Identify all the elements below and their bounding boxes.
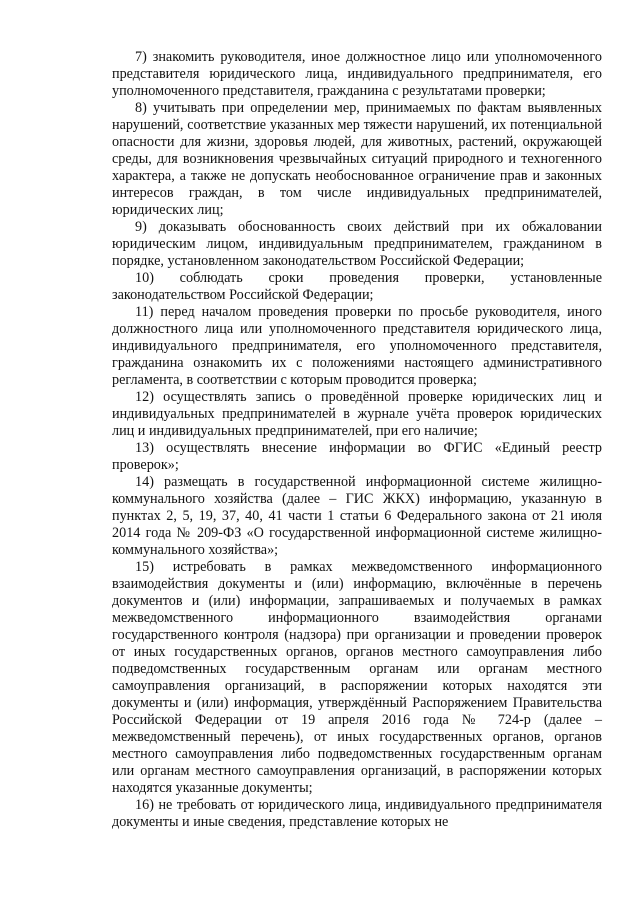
paragraph-14: 14) размещать в государственной информационной системе жилищно-коммунального хозяйства (далее – ГИС ЖКХ) информацию, указанную в пунктах 2, 5, 19, 37, 40, 41 части 1 статьи 6 Федерального закона от 21 июля 2014 года № 209-ФЗ «О государственной информационной системе жилищно-коммунального хозяйства»; [112, 474, 602, 558]
paragraph-11: 11) перед началом проведения проверки по просьбе руководителя, иного должностного лица или уполномоченного представителя юридического лица, индивидуального предпринимателя, его уполномоченного представителя, гражданина ознакомить их с положениями настоящего административного регламента, в соответствии с которым проводится проверка; [112, 304, 602, 388]
paragraph-12: 12) осуществлять запись о проведённой проверке юридических лиц и индивидуальных предпринимателей в журнале учёта проверок юридических лиц и индивидуальных предпринимателей, при его наличие; [112, 389, 602, 439]
paragraph-7: 7) знакомить руководителя, иное должностное лицо или уполномоченного представителя юридического лица, индивидуального предпринимателя, его уполномоченного представителя, гражданина с результатами проверки; [112, 49, 602, 99]
paragraph-9: 9) доказывать обоснованность своих действий при их обжаловании юридическим лицом, индивидуальным предпринимателем, гражданином в порядке, установленном законодательством Российской Федерации; [112, 219, 602, 269]
paragraph-16: 16) не требовать от юридического лица, индивидуального предпринимателя документы и иные сведения, представление которых не [112, 797, 602, 830]
paragraph-15: 15) истребовать в рамках межведомственного информационного взаимодействия документы и (или) информацию, включённые в перечень документов и (или) информации, запрашиваемых и получаемых в рамках межведомственного информационного взаимодействия органами государственного контроля (надзора) при организации и проведении проверок от иных государственных органов, органов местного самоуправления либо подведомственных государственным органам или органам местного самоуправления организаций, в распоряжении которых находятся эти документы и (или) информация, утверждённый Распоряжением Правительства Российской Федерации от 19 апреля 2016 года № 724-р (далее – межведомственный перечень), от иных государственных органов, органов местного самоуправления либо подведомственных государственным органам или органам местного самоуправления организаций, в распоряжении которых находятся указанные документы; [112, 559, 602, 796]
paragraph-10: 10) соблюдать сроки проведения проверки, установленные законодательством Российской Федерации; [112, 270, 602, 303]
document-page [112, 49, 602, 831]
paragraph-13: 13) осуществлять внесение информации во ФГИС «Единый реестр проверок»; [112, 440, 602, 473]
paragraph-8: 8) учитывать при определении мер, принимаемых по фактам выявленных нарушений, соответствие указанных мер тяжести нарушений, их потенциальной опасности для жизни, здоровья людей, для животных, растений, окружающей среды, для возникновения чрезвычайных ситуаций природного и техногенного характера, а также не допускать необоснованное ограничение прав и законных интересов граждан, в том числе индивидуальных предпринимателей, юридических лиц; [112, 100, 602, 218]
